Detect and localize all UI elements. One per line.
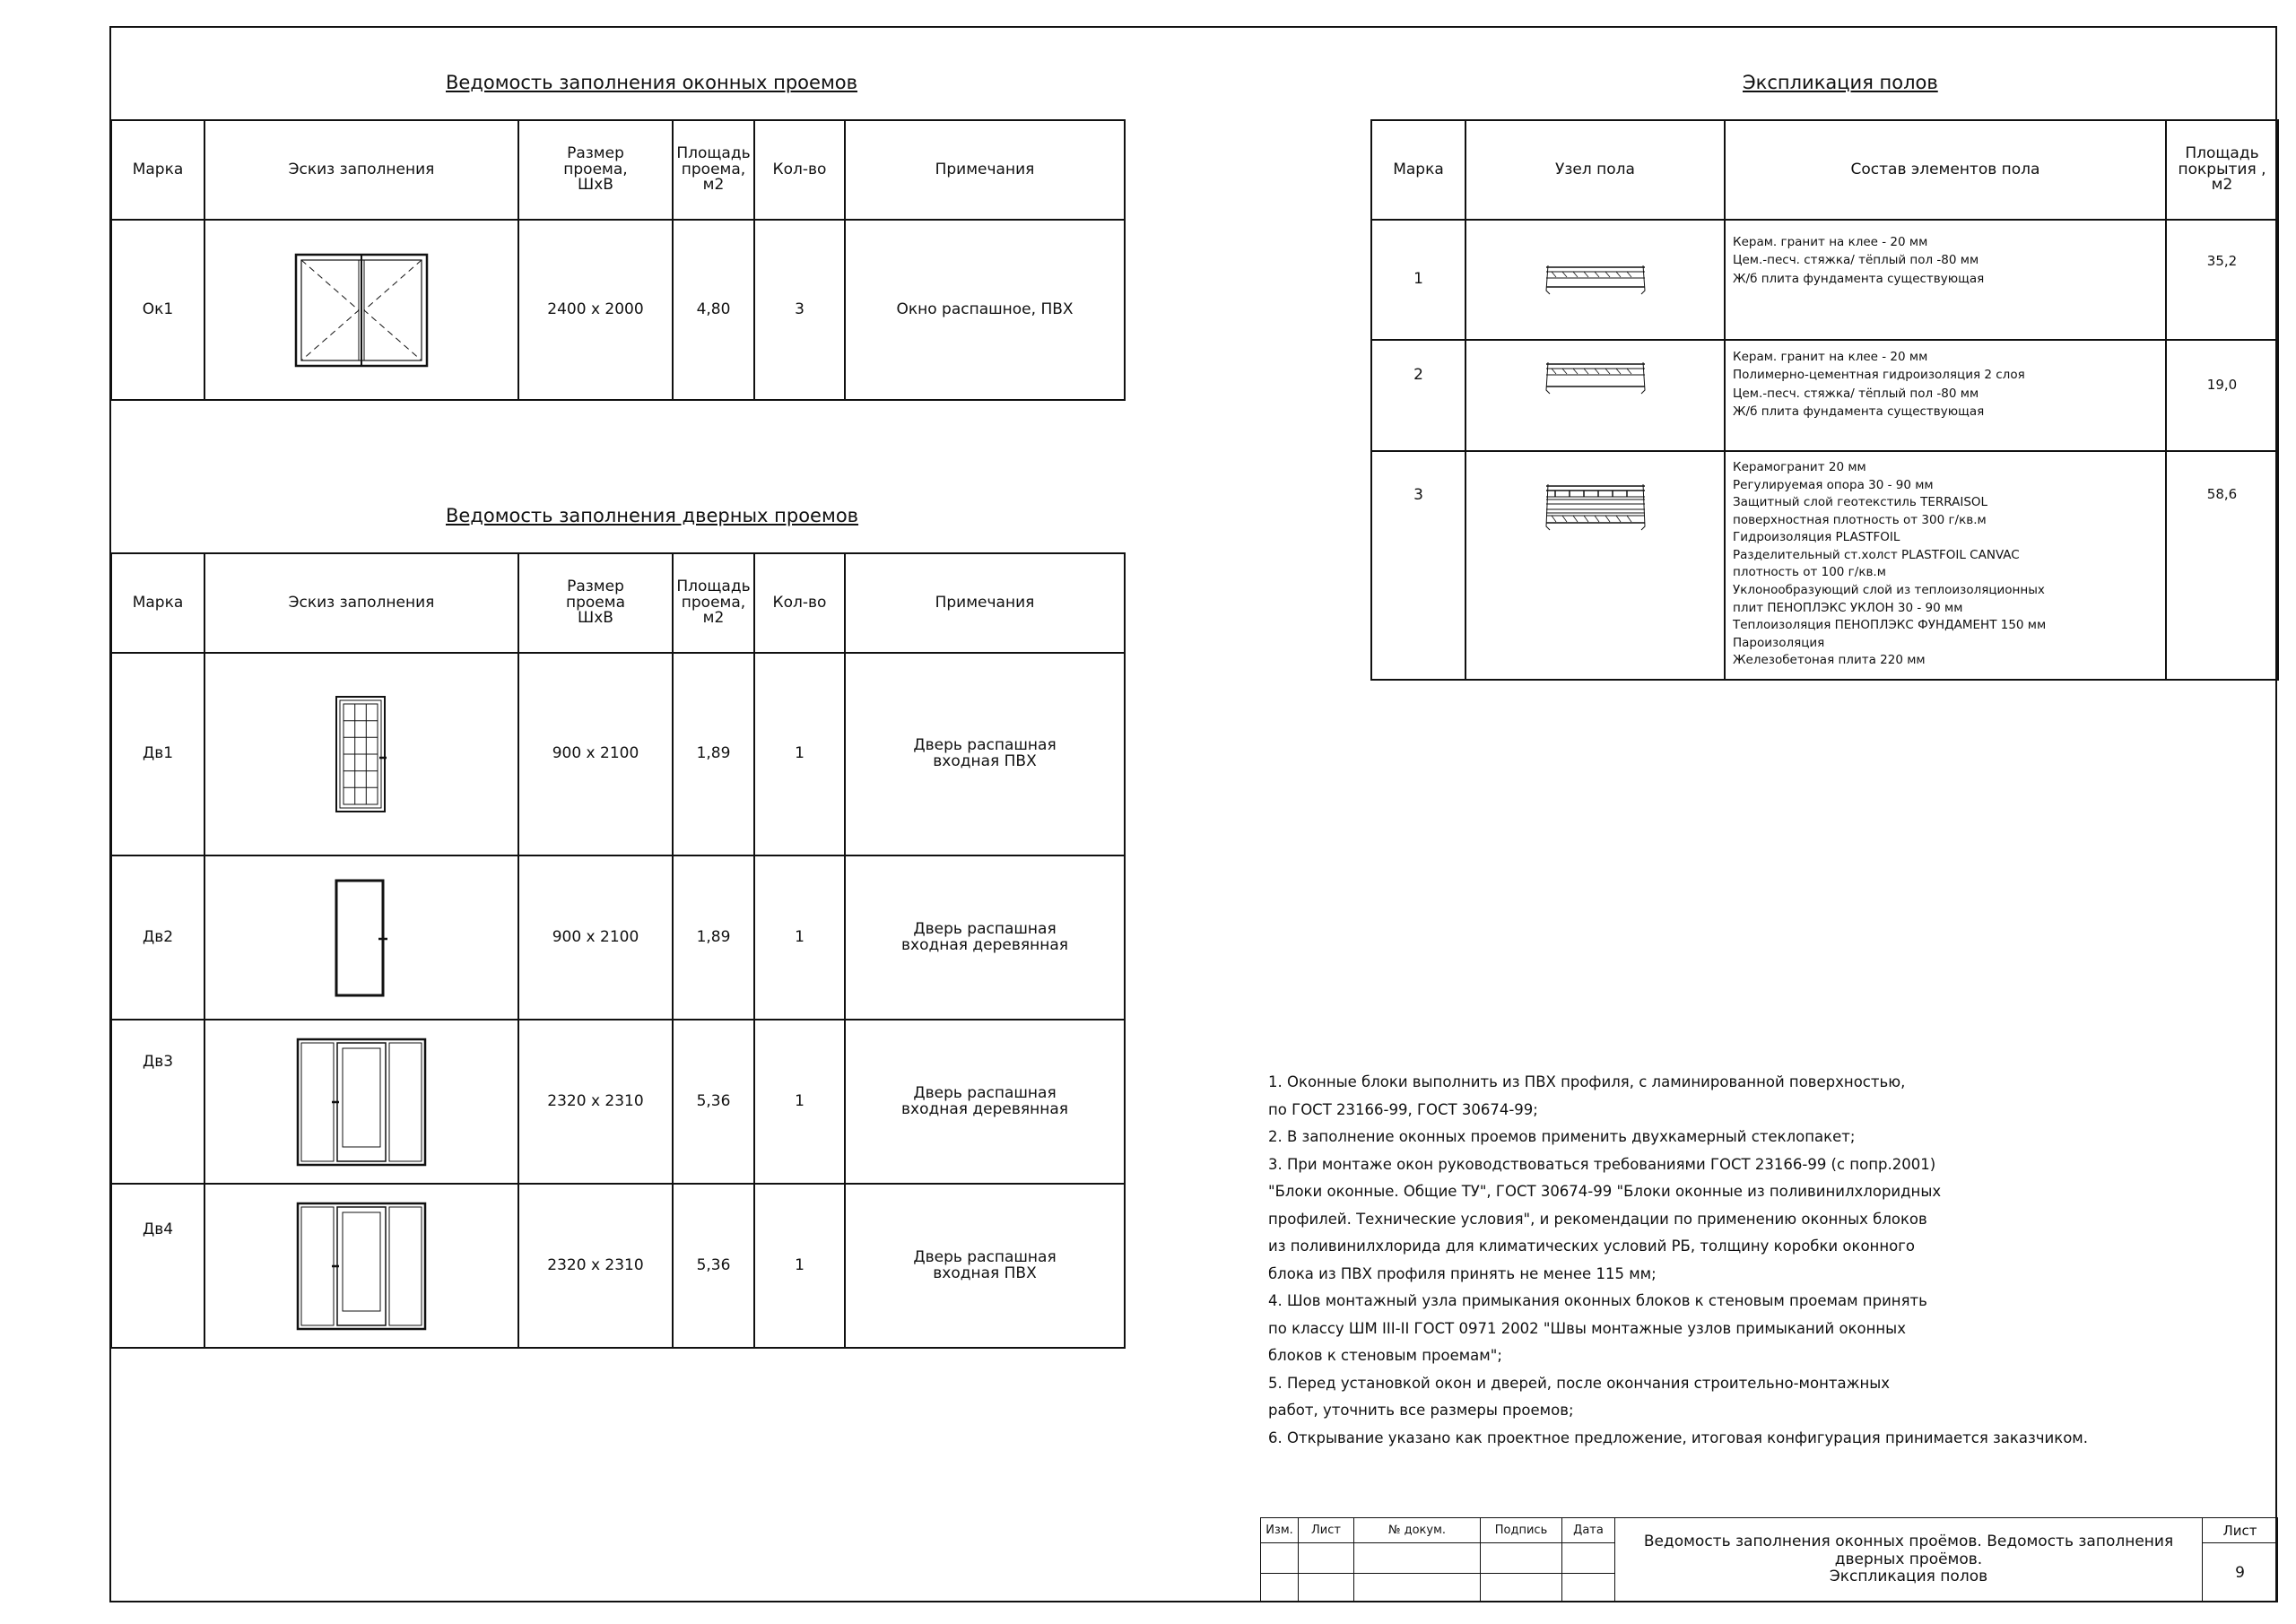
- stamp-drawing-title: Ведомость заполнения оконных проёмов. Ведомость заполнения дверных проёмов. Экспликация полов: [1615, 1518, 2203, 1602]
- header-sketch: Эскиз заполнения: [204, 120, 518, 220]
- row-note: Дверь распашная входная деревянная: [845, 855, 1125, 1020]
- window-double-casement-icon: [204, 220, 518, 400]
- header-qty: Кол-во: [754, 553, 845, 653]
- table-header-row: [111, 120, 1125, 220]
- header-size: Размер проема, ШхВ: [518, 120, 673, 220]
- windows-schedule-table: [110, 119, 1126, 401]
- header-notes: Примечания: [845, 120, 1125, 220]
- stamp-header-signature: Подпись: [1481, 1518, 1562, 1543]
- header-mark: Марка: [111, 553, 204, 653]
- stamp-header-sheet: Лист: [1299, 1518, 1354, 1543]
- row-qty: 1: [754, 855, 845, 1020]
- floor-section-icon: [1465, 220, 1725, 340]
- row-layers: Керам. гранит на клее - 20 мм Полимерно-цементная гидроизоляция 2 слоя Цем.-песч. стяжка/ тёплый пол -80 мм Ж/б плита фундамента существующая: [1725, 340, 2166, 451]
- note-line: профилей. Технические условия", и рекомендации по применению оконных блоков: [1268, 1210, 1927, 1228]
- row-size: 900 х 2100: [518, 855, 673, 1020]
- header-qty: Кол-во: [754, 120, 845, 220]
- note-line: 2. В заполнение оконных проемов применить двухкамерный стеклопакет;: [1268, 1128, 1856, 1145]
- row-note: Окно распашное, ПВХ: [845, 220, 1125, 400]
- note-line: 1. Оконные блоки выполнить из ПВХ профиля, с ламинированной поверхностью,: [1268, 1073, 1906, 1090]
- title-block: [1260, 1517, 2278, 1602]
- table-row: [1371, 220, 2278, 340]
- row-area: 19,0: [2166, 340, 2278, 451]
- header-coverage-area: Площадь покрытия , м2: [2166, 120, 2278, 220]
- header-size: Размер проема ШхВ: [518, 553, 673, 653]
- solid-door-icon: [204, 855, 518, 1020]
- note-line: по классу ШМ III-II ГОСТ 0971 2002 "Швы монтажные узлов примыканий оконных: [1268, 1319, 1906, 1337]
- general-notes: [1268, 1069, 2088, 1452]
- row-qty: 1: [754, 1020, 845, 1184]
- row-area: 58,6: [2166, 451, 2278, 680]
- row-area: 5,36: [673, 1184, 754, 1348]
- row-size: 2320 х 2310: [518, 1020, 673, 1184]
- row-layers: Керам. гранит на клее - 20 мм Цем.-песч. стяжка/ тёплый пол -80 мм Ж/б плита фундамента существующая: [1725, 220, 2166, 340]
- row-area: 35,2: [2166, 220, 2278, 340]
- row-note: Дверь распашная входная ПВХ: [845, 1184, 1125, 1348]
- header-composition: Состав элементов пола: [1725, 120, 2166, 220]
- row-qty: 1: [754, 653, 845, 855]
- row-mark: 1: [1371, 220, 1465, 340]
- table-row: [111, 855, 1125, 1020]
- note-line: блоков к стеновым проемам";: [1268, 1347, 1502, 1364]
- doors-schedule-title: Ведомость заполнения дверных проемов: [446, 505, 859, 526]
- glazed-door-icon: [204, 653, 518, 855]
- header-notes: Примечания: [845, 553, 1125, 653]
- row-mark: Дв3: [111, 1020, 204, 1184]
- note-line: из поливинилхлорида для климатических условий РБ, толщину коробки оконного: [1268, 1238, 1915, 1255]
- roof-floor-section-icon: [1465, 451, 1725, 680]
- row-area: 4,80: [673, 220, 754, 400]
- table-header-row: [111, 553, 1125, 653]
- stamp-header-change: Изм.: [1261, 1518, 1299, 1543]
- stamp-header-doc-number: № докум.: [1354, 1518, 1481, 1543]
- note-line: 4. Шов монтажный узла примыкания оконных блоков к стеновым проемам принять: [1268, 1292, 1927, 1309]
- header-mark: Марка: [1371, 120, 1465, 220]
- note-line: по ГОСТ 23166-99, ГОСТ 30674-99;: [1268, 1100, 1538, 1118]
- note-line: блока из ПВХ профиля принять не менее 115 мм;: [1268, 1264, 1657, 1282]
- stamp-sheet-label: Лист: [2203, 1518, 2278, 1543]
- header-floor-node: Узел пола: [1465, 120, 1725, 220]
- stamp-header-date: Дата: [1562, 1518, 1615, 1543]
- row-size: 2400 х 2000: [518, 220, 673, 400]
- row-size: 2320 х 2310: [518, 1184, 673, 1348]
- note-line: 6. Открывание указано как проектное предложение, итоговая конфигурация принимается заказчиком.: [1268, 1429, 2088, 1446]
- header-sketch: Эскиз заполнения: [204, 553, 518, 653]
- table-row: [111, 220, 1125, 400]
- stamp-sheet-number: 9: [2203, 1543, 2278, 1602]
- header-area: Площадь проема, м2: [673, 120, 754, 220]
- floors-explication-title: Экспликация полов: [1743, 72, 1938, 93]
- note-line: 5. Перед установкой окон и дверей, после окончания строительно-монтажных: [1268, 1374, 1891, 1392]
- header-area: Площадь проема, м2: [673, 553, 754, 653]
- row-mark: Дв4: [111, 1184, 204, 1348]
- row-mark: Ок1: [111, 220, 204, 400]
- header-mark: Марка: [111, 120, 204, 220]
- row-note: Дверь распашная входная ПВХ: [845, 653, 1125, 855]
- row-note: Дверь распашная входная деревянная: [845, 1020, 1125, 1184]
- row-area: 5,36: [673, 1020, 754, 1184]
- table-row: [111, 653, 1125, 855]
- row-qty: 1: [754, 1184, 845, 1348]
- floors-explication-table: [1370, 119, 2279, 681]
- row-size: 900 х 2100: [518, 653, 673, 855]
- row-mark: Дв2: [111, 855, 204, 1020]
- door-with-sidelights-icon: [204, 1020, 518, 1184]
- table-row: [111, 1184, 1125, 1348]
- note-line: работ, уточнить все размеры проемов;: [1268, 1402, 1574, 1419]
- row-mark: Дв1: [111, 653, 204, 855]
- windows-schedule-title: Ведомость заполнения оконных проемов: [446, 72, 858, 93]
- row-area: 1,89: [673, 855, 754, 1020]
- row-mark: 3: [1371, 451, 1465, 680]
- doors-schedule-table: [110, 552, 1126, 1349]
- note-line: 3. При монтаже окон руководствоваться требованиями ГОСТ 23166-99 (с попр.2001): [1268, 1155, 1936, 1173]
- table-row: [1371, 340, 2278, 451]
- table-row: [111, 1020, 1125, 1184]
- table-header-row: [1371, 120, 2278, 220]
- row-area: 1,89: [673, 653, 754, 855]
- table-row: [1371, 451, 2278, 680]
- row-mark: 2: [1371, 340, 1465, 451]
- door-with-sidelights-icon: [204, 1184, 518, 1348]
- note-line: "Блоки оконные. Общие ТУ", ГОСТ 30674-99 "Блоки оконные из поливинилхлоридных: [1268, 1183, 1942, 1200]
- row-qty: 3: [754, 220, 845, 400]
- floor-section-icon: [1465, 340, 1725, 451]
- row-layers: Керамогранит 20 мм Регулируемая опора 30 - 90 мм Защитный слой геотекстиль TERRAISOL поверхностная плотность от 300 г/кв.м Гидроизоляция PLASTFOIL Разделительный ст.холст PLASTFOIL CANVAC плотность от 100 г/кв.м Уклонообразующий слой из теплоизоляционных плит ПЕНОПЛЭКС УКЛОН 30 - 90 мм Теплоизоляция ПЕНОПЛЭКС ФУНДАМЕНТ 150 мм Пароизоляция Железобетоная плита 220 мм: [1725, 451, 2166, 680]
